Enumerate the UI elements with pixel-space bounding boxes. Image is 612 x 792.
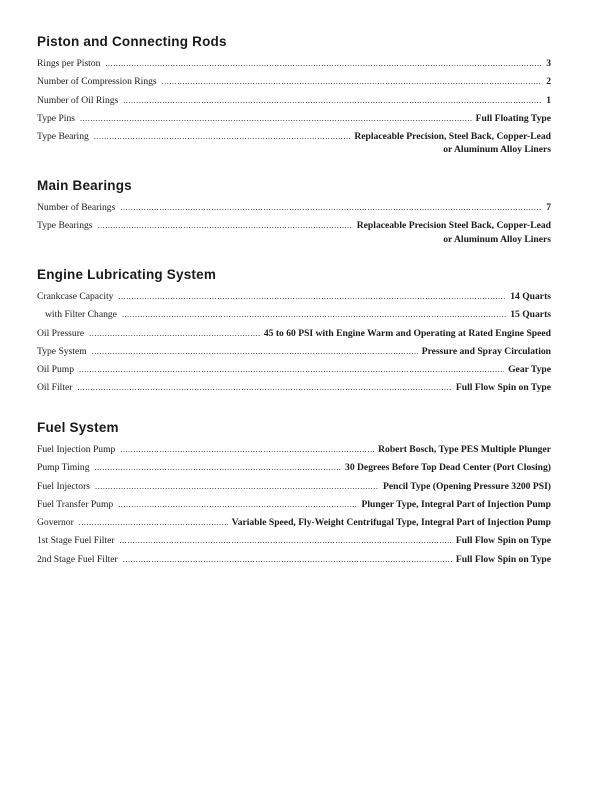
section-piston-connecting-rods — [37, 34, 551, 158]
spec-row — [37, 309, 551, 327]
spec-row — [37, 499, 551, 517]
section-fuel-system — [37, 420, 551, 572]
spec-value: 1 — [546, 94, 551, 106]
spec-value: Full Flow Spin on Type — [455, 535, 551, 547]
section-heading: Fuel System — [37, 420, 119, 435]
spec-value: 30 Degrees Before Top Dead Center (Port Closing) — [345, 462, 551, 474]
spec-row — [37, 113, 551, 131]
spec-value: 15 Quarts — [510, 309, 551, 321]
spec-row — [37, 76, 551, 94]
dot-leader — [118, 500, 357, 509]
section-heading: Engine Lubricating System — [37, 267, 217, 282]
dot-leader — [94, 132, 351, 141]
spec-value-continuation: or Aluminum Alloy Liners — [443, 233, 551, 245]
spec-label: Oil Pump — [37, 364, 75, 376]
spec-label: Rings per Piston — [37, 58, 101, 69]
spec-value: 14 Quarts — [510, 291, 551, 302]
dot-leader — [95, 482, 379, 491]
spec-value: Full Floating Type — [475, 112, 551, 124]
dot-leader — [123, 555, 452, 564]
section-main-bearings — [37, 178, 551, 248]
spec-value: Plunger Type, Integral Part of Injection Pump — [361, 498, 551, 510]
spec-row — [37, 444, 551, 462]
spec-label: Type Bearing — [37, 131, 89, 143]
spec-label: Type Bearings — [37, 220, 93, 232]
spec-row — [37, 481, 551, 499]
spec-label: Pump Timing — [37, 462, 90, 474]
spec-row — [37, 58, 551, 76]
spec-row — [37, 346, 551, 364]
dot-leader — [89, 329, 260, 338]
dot-leader — [105, 59, 542, 68]
dot-leader — [162, 77, 543, 86]
spec-row — [37, 364, 551, 382]
dot-leader — [98, 221, 353, 230]
spec-label: Oil Filter — [37, 382, 73, 394]
spec-value: 2 — [546, 76, 551, 88]
section-engine-lubricating-system — [37, 267, 551, 401]
spec-label: Number of Oil Rings — [37, 94, 119, 106]
spec-row — [37, 95, 551, 113]
spec-value: 7 — [546, 202, 551, 213]
section-heading: Piston and Connecting Rods — [37, 34, 227, 49]
spec-row — [37, 535, 551, 553]
spec-value: Full Flow Spin on Type — [455, 382, 551, 394]
dot-leader — [120, 445, 374, 454]
spec-value: Pressure and Spray Circulation — [421, 345, 551, 357]
spec-value: Full Flow Spin on Type — [455, 553, 551, 565]
dot-leader — [92, 347, 418, 356]
spec-value: Replaceable Precision, Steel Back, Copper-Lead — [354, 131, 551, 143]
spec-label: Number of Compression Rings — [37, 76, 157, 88]
dot-leader — [77, 383, 451, 392]
spec-label: Governor — [37, 517, 74, 529]
dot-leader — [79, 365, 504, 374]
spec-label: with Filter Change — [45, 309, 117, 321]
dot-leader — [79, 518, 228, 527]
dot-leader — [120, 203, 542, 212]
spec-row — [37, 328, 551, 346]
spec-value: Gear Type — [508, 364, 551, 376]
spec-label: Fuel Transfer Pump — [37, 498, 114, 510]
spec-value: 3 — [546, 58, 551, 69]
dot-leader — [122, 310, 506, 319]
spec-value: 45 to 60 PSI with Engine Warm and Operating at Rated Engine Speed — [263, 327, 551, 339]
spec-row — [37, 517, 551, 535]
spec-label: Fuel Injection Pump — [37, 444, 116, 455]
dot-leader — [118, 292, 506, 301]
spec-label: 2nd Stage Fuel Filter — [37, 553, 118, 565]
dot-leader — [95, 463, 341, 472]
spec-label: 1st Stage Fuel Filter — [37, 535, 115, 547]
spec-value: Replaceable Precision Steel Back, Copper-Lead — [356, 220, 551, 232]
spec-row — [37, 462, 551, 480]
spec-label: Type System — [37, 345, 87, 357]
section-heading: Main Bearings — [37, 178, 132, 193]
spec-label: Type Pins — [37, 112, 75, 124]
spec-row — [37, 554, 551, 572]
spec-row — [37, 382, 551, 400]
spec-row — [37, 202, 551, 220]
dot-leader — [123, 96, 542, 105]
dot-leader — [120, 536, 452, 545]
spec-value: Variable Speed, Fly-Weight Centrifugal Type, Integral Part of Injection Pump — [231, 517, 551, 529]
spec-label: Crankcase Capacity — [37, 291, 114, 302]
dot-leader — [80, 114, 472, 123]
spec-label: Fuel Injectors — [37, 480, 91, 492]
spec-value-continuation: or Aluminum Alloy Liners — [443, 144, 551, 156]
spec-row — [37, 291, 551, 309]
spec-value: Robert Bosch, Type PES Multiple Plunger — [378, 444, 551, 455]
spec-label: Number of Bearings — [37, 202, 116, 213]
spec-value: Pencil Type (Opening Pressure 3200 PSI) — [383, 480, 551, 492]
spec-label: Oil Pressure — [37, 327, 85, 339]
